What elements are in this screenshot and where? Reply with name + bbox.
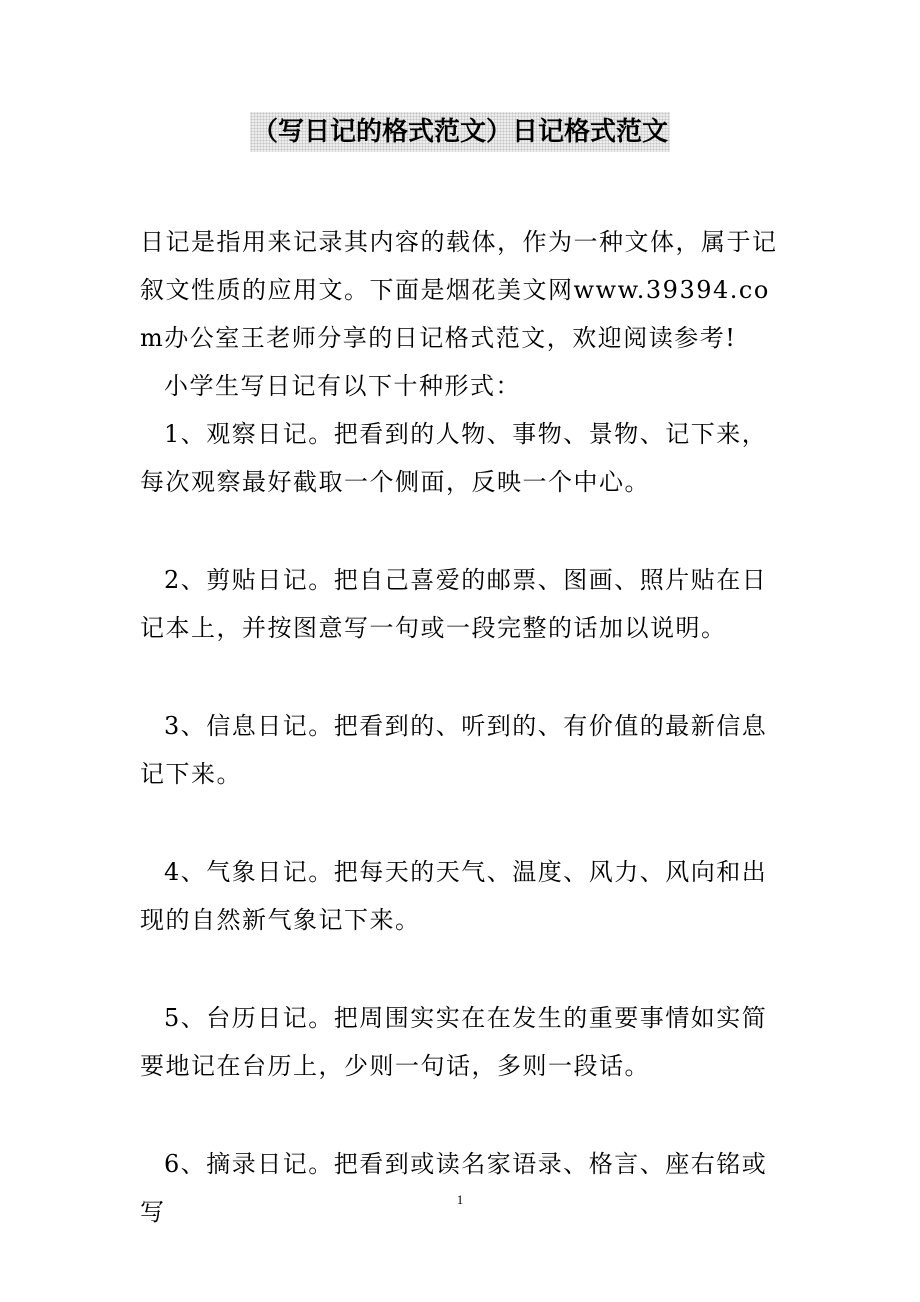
list-item-excerpt: 6、摘录日记。把看到或读名家语录、格言、座右铭或写 (140, 1150, 768, 1226)
list-item-observation: 1、观察日记。把看到的人物、事物、景物、记下来，每次观察最好截取一个侧面，反映一个中心。 (140, 420, 768, 496)
list-intro-paragraph: 小学生写日记有以下十种形式： (164, 372, 521, 400)
page-number: 1 (456, 1192, 464, 1207)
document-title-row (0, 112, 920, 152)
list-item-calendar: 5、台历日记。把周围实实在在发生的重要事情如实简要地记在台历上，少则一句话，多则一段话。 (140, 1004, 768, 1080)
list-item-scrapbook: 2、剪贴日记。把自己喜爱的邮票、图画、照片贴在日记本上，并按图意写一句或一段完整的话加以说明。 (140, 566, 768, 642)
list-item-weather: 4、气象日记。把每天的天气、温度、风力、风向和出现的自然新气象记下来。 (140, 858, 768, 934)
list-item-information: 3、信息日记。把看到的、听到的、有价值的最新信息记下来。 (140, 712, 768, 788)
document-title: （写日记的格式范文）日记格式范文 (250, 112, 670, 152)
intro-paragraph: 日记是指用来记录其内容的载体，作为一种文体，属于记叙文性质的应用文。下面是烟花美文网www.39394.com办公室王老师分享的日记格式范文，欢迎阅读参考! (140, 228, 778, 352)
